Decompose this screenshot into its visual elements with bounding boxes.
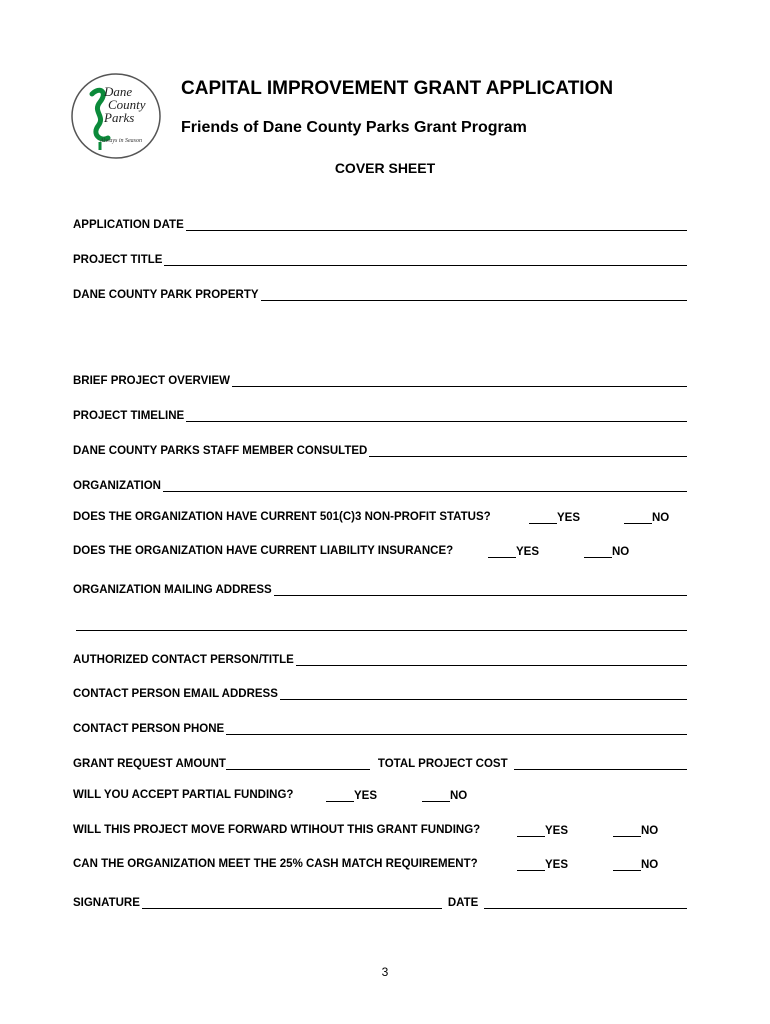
contact-email-label: CONTACT PERSON EMAIL ADDRESS <box>73 688 278 700</box>
logo-text-parks: Parks <box>104 110 135 125</box>
staff-row <box>73 441 687 457</box>
organization-field[interactable] <box>163 479 687 492</box>
contact-email-row <box>73 684 687 700</box>
move-forward-question: WILL THIS PROJECT MOVE FORWARD WTIHOUT THIS GRANT FUNDING? <box>73 824 481 836</box>
mailing-address-field[interactable] <box>274 583 687 596</box>
contact-phone-label: CONTACT PERSON PHONE <box>73 723 225 735</box>
overview-row <box>73 371 687 387</box>
nonprofit-question: DOES THE ORGANIZATION HAVE CURRENT 501(C)3 NON-PROFIT STATUS? <box>73 511 491 523</box>
application-date-label: APPLICATION DATE <box>73 219 184 231</box>
staff-field[interactable] <box>369 444 687 457</box>
cash-match-no-option[interactable]: NO <box>613 858 658 871</box>
organization-row <box>73 476 687 492</box>
contact-person-row <box>73 650 687 666</box>
grant-cost-row <box>73 754 687 770</box>
organization-label: ORGANIZATION <box>73 480 161 492</box>
contact-person-field[interactable] <box>296 653 687 666</box>
logo-text-county: County <box>108 97 146 112</box>
logo-text-dane: Dane <box>104 84 133 99</box>
mailing-address-label: ORGANIZATION MAILING ADDRESS <box>73 584 272 596</box>
page-number: 3 <box>381 965 389 979</box>
contact-email-field[interactable] <box>280 687 687 700</box>
signature-row <box>73 893 687 909</box>
grant-amount-field[interactable] <box>226 757 370 770</box>
partial-funding-question: WILL YOU ACCEPT PARTIAL FUNDING? <box>73 789 294 801</box>
cash-match-question: CAN THE ORGANIZATION MEET THE 25% CASH MATCH REQUIREMENT? <box>73 858 478 870</box>
park-property-label: DANE COUNTY PARK PROPERTY <box>73 289 259 301</box>
insurance-question: DOES THE ORGANIZATION HAVE CURRENT LIABILITY INSURANCE? <box>73 545 454 557</box>
page-subtitle: Friends of Dane County Parks Grant Program <box>181 119 527 136</box>
contact-phone-field[interactable] <box>226 722 687 735</box>
nonprofit-yes-option[interactable]: YES <box>529 511 580 524</box>
total-cost-label: TOTAL PROJECT COST <box>377 758 508 770</box>
partial-funding-yes-option[interactable]: YES <box>326 789 377 802</box>
mailing-address-line2-row <box>76 615 687 631</box>
timeline-row <box>73 406 687 422</box>
contact-phone-row <box>73 719 687 735</box>
signature-label: SIGNATURE <box>73 897 140 909</box>
park-property-field[interactable] <box>261 288 687 301</box>
insurance-no-option[interactable]: NO <box>584 545 629 558</box>
partial-funding-no-option[interactable]: NO <box>422 789 467 802</box>
project-title-row <box>73 250 687 266</box>
contact-person-label: AUTHORIZED CONTACT PERSON/TITLE <box>73 654 294 666</box>
timeline-label: PROJECT TIMELINE <box>73 410 185 422</box>
section-heading: COVER SHEET <box>334 160 436 176</box>
project-title-field[interactable] <box>164 253 687 266</box>
timeline-field[interactable] <box>186 409 687 422</box>
mailing-address-line2-field[interactable] <box>76 618 687 631</box>
total-cost-field[interactable] <box>514 757 687 770</box>
application-date-row <box>73 215 687 231</box>
date-field[interactable] <box>484 896 687 909</box>
project-title-label: PROJECT TITLE <box>73 254 163 266</box>
grant-amount-label: GRANT REQUEST AMOUNT <box>73 758 226 770</box>
move-forward-no-option[interactable]: NO <box>613 824 658 837</box>
mailing-address-row <box>73 580 687 596</box>
overview-label: BRIEF PROJECT OVERVIEW <box>73 375 230 387</box>
staff-label: DANE COUNTY PARKS STAFF MEMBER CONSULTED <box>73 445 368 457</box>
cash-match-yes-option[interactable]: YES <box>517 858 568 871</box>
dane-county-parks-logo <box>70 72 162 160</box>
logo-tagline: Always in Season <box>100 138 142 144</box>
insurance-yes-option[interactable]: YES <box>488 545 539 558</box>
signature-field[interactable] <box>142 896 442 909</box>
nonprofit-no-option[interactable]: NO <box>624 511 669 524</box>
date-label: DATE <box>447 897 479 909</box>
park-property-row <box>73 285 687 301</box>
application-date-field[interactable] <box>186 218 687 231</box>
move-forward-yes-option[interactable]: YES <box>517 824 568 837</box>
page-title: CAPITAL IMPROVEMENT GRANT APPLICATION <box>181 78 614 99</box>
overview-field[interactable] <box>232 374 687 387</box>
